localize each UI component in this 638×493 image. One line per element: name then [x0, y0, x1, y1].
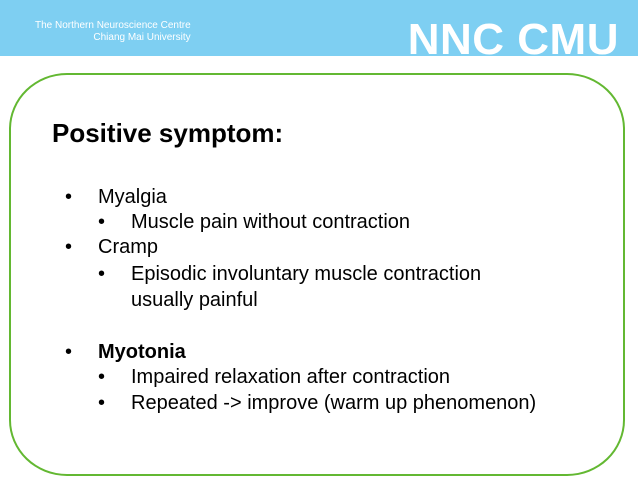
- bullet-text: Muscle pain without contraction: [131, 211, 411, 233]
- header-bar: [0, 0, 638, 56]
- bullet-text: usually painful: [131, 289, 258, 311]
- organization-line-1: The Northern Neuroscience Centre: [35, 20, 191, 31]
- bullet-glyph: •: [65, 186, 73, 208]
- bullet-glyph: •: [98, 366, 106, 388]
- bullet-glyph: •: [98, 263, 106, 285]
- bullet-glyph: •: [98, 211, 106, 233]
- bullet-text: Impaired relaxation after contraction: [131, 366, 451, 388]
- slide-title: Positive symptom:: [52, 118, 284, 148]
- organization-line-2: Chiang Mai University: [93, 32, 191, 43]
- organization-name: [35, 20, 191, 44]
- bullet-text: Repeated -> improve (warm up phenomenon): [131, 392, 537, 414]
- bullet-text: Myotonia: [98, 341, 186, 363]
- bullet-text: Cramp: [98, 236, 159, 258]
- bullet-glyph: •: [98, 392, 106, 414]
- bullet-text: Episodic involuntary muscle contraction: [131, 263, 482, 285]
- bullet-text: Myalgia: [98, 186, 167, 208]
- brand-logo-text: NNC CMU: [407, 15, 619, 56]
- bullet-glyph: •: [65, 236, 73, 258]
- bullet-glyph: •: [65, 341, 73, 363]
